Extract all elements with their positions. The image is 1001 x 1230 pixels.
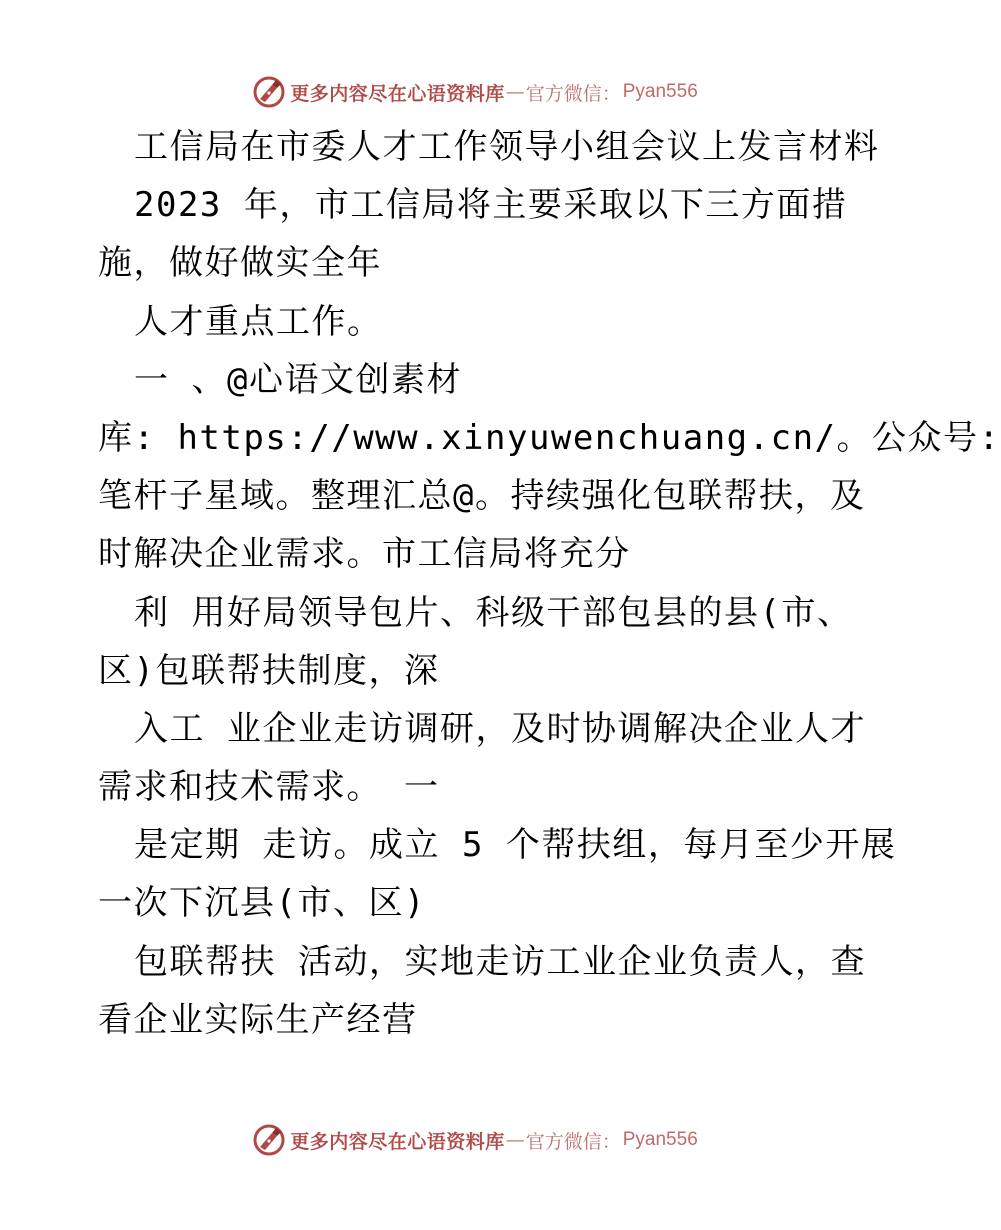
paragraph-line: 是定期 走访。成立 5 个帮扶组，每月至少开展 [134, 825, 897, 866]
paragraph-line: 区)包联帮扶制度，深 [98, 650, 440, 691]
banner-official-label: 官方微信： [525, 1130, 621, 1153]
paragraph-line: 一次下沉县(市、区) [98, 883, 426, 924]
paragraph-line: 笔杆子星域。整理汇总@。持续强化包联帮扶，及 [98, 476, 866, 517]
banner-wechat-id: Pyan556 [622, 1129, 698, 1150]
banner-official-label: 官方微信： [525, 82, 621, 105]
paragraph-line: 需求和技术需求。 一 [98, 767, 440, 808]
paragraph-line: 2023 年，市工信局将主要采取以下三方面措 [134, 185, 848, 226]
pen-nib-logo-icon [252, 1123, 286, 1157]
document-title: 工信局在市委人才工作领导小组会议上发言材料 [134, 127, 880, 167]
paragraph-line: 利 用好局领导包片、科级干部包县的县(市、 [134, 592, 853, 633]
banner-dash: — [505, 81, 525, 103]
paragraph-line: 时解决企业需求。市工信局将充分 [98, 534, 631, 575]
banner-promo-text: 更多内容尽在心语资料库 [290, 1130, 505, 1153]
paragraph-line: 包联帮扶 活动，实地走访工业企业负责人，查 [134, 941, 866, 982]
paragraph-line: 施，做好做实全年 [98, 243, 382, 284]
paragraph-line: 人才重点工作。 [134, 301, 383, 342]
banner-promo-text: 更多内容尽在心语资料库 [290, 82, 505, 105]
section-heading: 一 、@心语文创素材 [134, 359, 462, 400]
paragraph-line: 看企业实际生产经营 [98, 999, 418, 1040]
banner-dash: — [505, 1129, 525, 1151]
banner-wechat-id: Pyan556 [622, 81, 698, 102]
paragraph-line: 库: https://www.xinyuwenchuang.cn/。公众号: [98, 417, 1001, 458]
pen-nib-logo-icon [252, 75, 286, 109]
document-body [98, 118, 1001, 1049]
header-banner [0, 72, 950, 112]
paragraph-line: 入工 业企业走访调研，及时协调解决企业人才 [134, 708, 866, 749]
footer-banner [0, 1120, 950, 1160]
